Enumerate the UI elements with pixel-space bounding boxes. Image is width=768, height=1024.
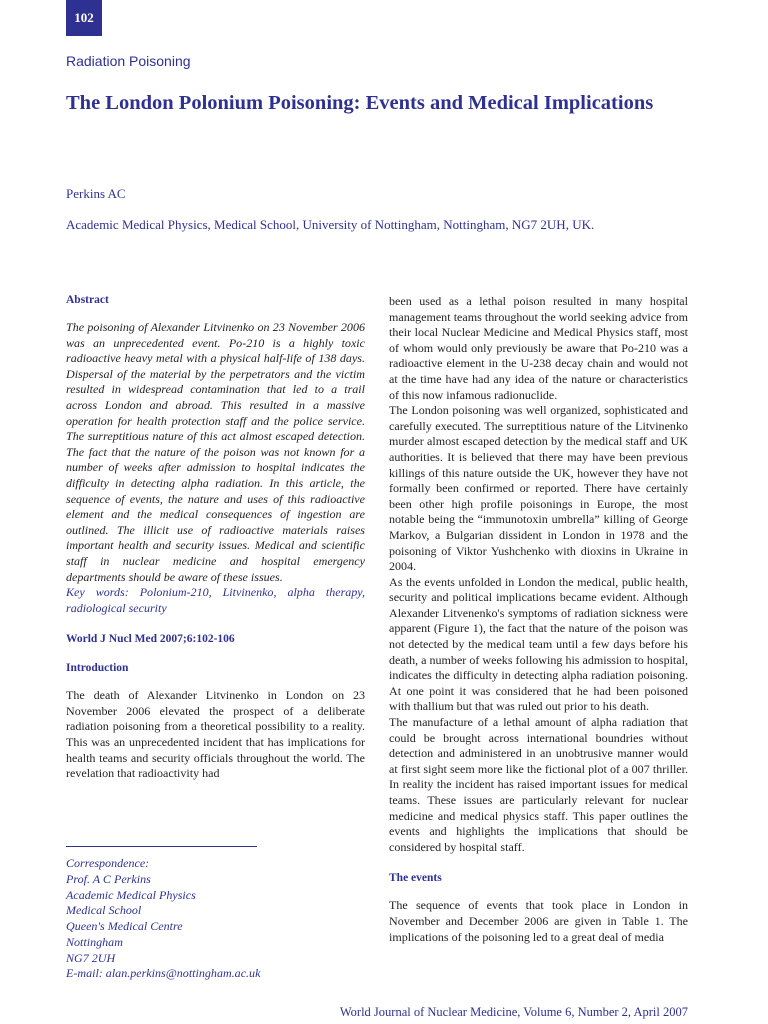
introduction-text: The death of Alexander Litvinenko in London on 23 November 2006 elevated the prospect of a deliberate radiation poisoning from a theoretical possibility to a reality. This was an unprecedented incident that has implications for health teams and security officials throughout the world. The revelation that radioactivity had: [66, 688, 365, 781]
body-paragraph: As the events unfolded in London the medical, public health, security and political implications became evident. Although Alexander Litvenenko's symptoms of radiation sickness were apparent (Figure 1), the fact that the nature of the poison was not detected by the medical team until a few days before his death, a number of weeks following his admission to hospital, indicates the difficulty in detecting alpha radiation poisoning. At one point it was considered that he had been poisoned with thallium but that was ruled out prior to his death.: [389, 574, 688, 714]
correspondence-line: Queen's Medical Centre: [66, 919, 183, 933]
correspondence-line: Prof. A C Perkins: [66, 871, 151, 886]
introduction-heading: Introduction: [66, 662, 129, 675]
citation: World J Nucl Med 2007;6:102-106: [66, 633, 235, 646]
correspondence-line: Nottingham: [66, 934, 123, 949]
affiliation: Academic Medical Physics, Medical School, University of Nottingham, Nottingham, NG7 2UH, UK.: [66, 217, 595, 232]
correspondence-line: Academic Medical Physics: [66, 887, 196, 902]
correspondence-email[interactable]: E-mail: alan.perkins@nottingham.ac.uk: [66, 966, 261, 981]
section-label: Radiation Poisoning: [66, 53, 191, 69]
article-title: The London Polonium Poisoning: Events and Medical Implications: [66, 92, 654, 114]
abstract-text: The poisoning of Alexander Litvinenko on 23 November 2006 was an unprecedented event. Po-210 is a highly toxic radioactive heavy metal with a physical half-life of 138 days. Dispersal of the material by the perpetrators and the victim resulted in widespread contamination that led to a trail across London and abroad. This resulted in a massive operation for health protection staff and the police service. The surreptitious nature of this act almost escaped detection. The fact that the nature of the poison was not known for a number of weeks after admission to hospital indicates the difficulty in detecting alpha radiation. In this article, the sequence of events, the nature and uses of this radioactive element and the medical consequences of ingestion are outlined. The illicit use of radioactive materials raises important health and security issues. Medical and scientific staff in nuclear medicine and hospital emergency departments should be aware of these issues.: [66, 320, 365, 584]
body-paragraph: The manufacture of a lethal amount of alpha radiation that could be brought across international boundries without detection and administered in an unobtrusive manner would at first sight seem more like the fictional plot of a 007 thriller. In reality the incident has raised important issues for medical teams. These issues are particularly relevant for nuclear medicine and medical physics staff. This paper outlines the events and highlights the implications that should be considered by hospital staff.: [389, 715, 688, 854]
journal-footer: World Journal of Nuclear Medicine, Volume 6, Number 2, April 2007: [339, 1005, 688, 1019]
footnote-divider: [66, 846, 257, 847]
events-text: The sequence of events that took place in London in November and December 2006 are given in Table 1. The implications of the poisoning led to a great deal of media: [389, 898, 688, 944]
body-paragraph: been used as a lethal poison resulted in many hospital management teams throughout the world seeking advice from their local Nuclear Medicine and Medical Physics staff, most of whom would only previously be aware that Po-210 was a radioactive element in the U-238 decay chain and would not at the time have had any idea of the nature or characteristics of this now infamous radionuclide.: [389, 294, 688, 402]
abstract-heading: Abstract: [66, 294, 109, 306]
correspondence-block: [66, 856, 260, 982]
body-paragraph: The London poisoning was well organized, sophisticated and carefully executed. The surreptitious nature of the Litvinenko murder almost escaped detection by the medical staff and UK authorities. It is believed that there may have been previous killings of this nature outside the UK, however they have not formally been confirmed or reported. There have certainly been other high profile poisonings in Europe, the most notable being the “immunotoxin umbrella” killing of George Markov, a Bulgarian dissident in London in 1978 and the poisoning of Viktor Yushchenko with dioxins in Ukraine in 2004.: [389, 403, 688, 574]
left-column: [66, 294, 365, 782]
page-number-badge: 102: [66, 0, 102, 36]
keywords: Key words: Polonium-210, Litvinenko, alpha therapy, radiological security: [66, 585, 365, 615]
author: Perkins AC: [66, 186, 126, 201]
events-heading: The events: [389, 872, 442, 885]
correspondence-line: Medical School: [66, 903, 142, 918]
correspondence-line: Correspondence:: [66, 856, 150, 870]
correspondence-line: NG7 2UH: [66, 950, 116, 965]
right-column: [389, 294, 688, 945]
